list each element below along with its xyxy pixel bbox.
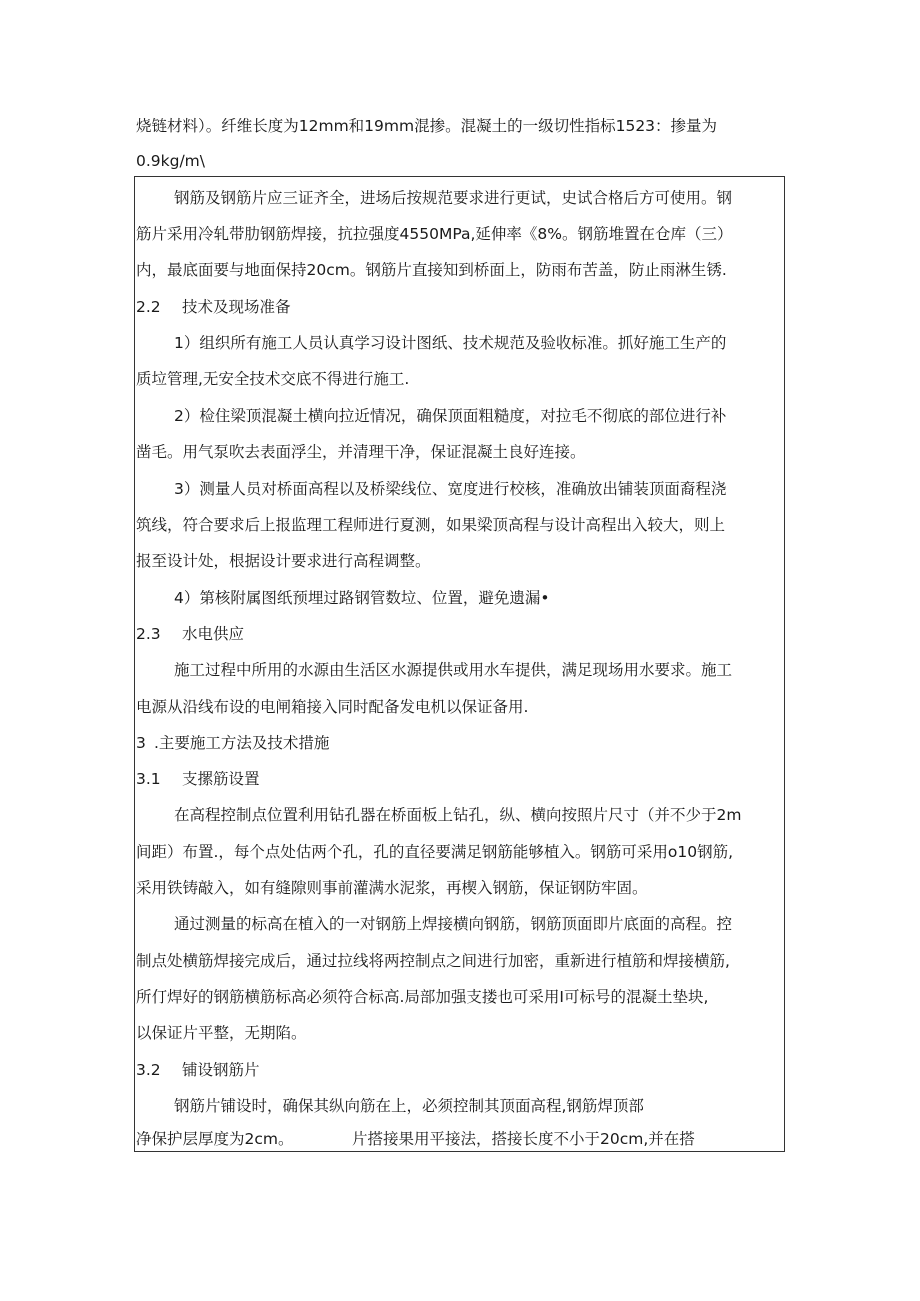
section-title: 支摞筋设置: [182, 770, 260, 788]
section-heading-3: [136, 733, 329, 753]
section-number: 3.1: [136, 770, 161, 788]
section-heading-3-1: [136, 769, 260, 789]
section-number: 3: [136, 734, 146, 752]
text-line: 钢筋片铺设时，确保其纵向筋在上，必须控制其顶面高程,钢筋焊顶部: [174, 1097, 644, 1115]
text-line: 2）检住梁顶混凝土横向拉近情况，确保顶面粗糙度，对拉毛不彻底的部位进行补: [174, 407, 727, 425]
section-heading-2-3: [136, 624, 244, 644]
section-heading-2-2: [136, 297, 291, 317]
text-line: 内，最底面要与地面保持20cm。钢筋片直接知到桥面上，防雨布苦盖，防止雨淋生锈.: [136, 261, 727, 279]
text-line: 质垃管理,无安全技术交底不得进行施工.: [136, 370, 410, 388]
text-line: 净保护层厚度为2cm。: [136, 1130, 294, 1148]
section-number: 2.2: [136, 298, 161, 316]
text-line: 以保证片平整，无期陷。: [136, 1024, 307, 1042]
section-title: .主要施工方法及技术措施: [154, 734, 330, 752]
text-line: 施工过程中所用的水源由生活区水源提供或用水车提供，满足现场用水要求。施工: [174, 661, 733, 679]
para-item-4: 4）第核附属图纸预埋过路钢管数垃、位置，避免遗漏•: [174, 589, 550, 607]
text-line: 间距）布置.，每个点处估两个孔，孔的直径要满足钢筋能够植入。钢筋可采用o10钢筋,: [136, 843, 734, 861]
section-number: 2.3: [136, 625, 161, 643]
section-title: 技术及现场准备: [182, 298, 291, 316]
text-line: 片搭接果用平接法，搭接长度不小于20cm,并在搭: [352, 1130, 695, 1148]
text-line: 凿毛。用气泵吹去表面浮尘，并清理干净，保证混凝土良好连接。: [136, 443, 586, 461]
text-line: 筋片采用冷轧带肋钢筋焊接，抗拉强度4550MPa,延伸率《8%。钢筋堆置在仓库（三）: [136, 225, 733, 243]
intro-line-1: 烧链材料）。纤维长度为12mm和19mm混掺。混凝土的一级切性指标1523：掺量为: [136, 117, 718, 135]
text-line: 通过测量的标高在植入的一对钢筋上焊接横向钢筋，钢筋顶面即片底面的高程。控: [174, 915, 733, 933]
text-line: 3）测量人员对桥面高程以及桥梁线位、宽度进行校核，准确放出铺装顶面裔程浇: [174, 480, 727, 498]
text-line: 所仃焊好的钢筋横筋标高必须符合标高.局部加强支搂也可采用I可标号的混凝土垫块,: [136, 988, 709, 1006]
section-number: 3.2: [136, 1061, 161, 1079]
section-title: 铺设钢筋片: [182, 1061, 260, 1079]
text-line: 筑线，符合要求后上报监理工程师进行夏测，如果梁顶高程与设计高程出入较大，则上: [136, 516, 726, 534]
text-line: 钢筋及钢筋片应三证齐全，进场后按规范要求进行更试，史试合格后方可使用。钢: [174, 189, 733, 207]
section-title: 水电供应: [182, 625, 245, 643]
text-line: 在高程控制点位置利用钻孔器在桥面板上钻孔，纵、横向按照片尺寸（并不少于2m: [174, 806, 742, 824]
section-heading-3-2: [136, 1060, 260, 1080]
text-line: 采用铁铸敲入，如有缝隙则事前灌满水泥浆，再楔入钢筋，保证钢防牢固。: [136, 879, 648, 897]
text-line: 报至设计处，根据设计要求进行高程调整。: [136, 552, 431, 570]
text-line: 1）组织所有施工人员认真学习设计图纸、技术规范及验收标准。抓好施工生产的: [174, 334, 727, 352]
intro-line-2: 0.9kg∕m\: [136, 152, 206, 170]
text-line: 电源从沿线布设的电闸箱接入同时配备发电机以保证备用.: [136, 698, 529, 716]
text-line: 制点处横筋焊接完成后，通过拉线将两控制点之间进行加密，重新进行植筋和焊接横筋,: [136, 952, 730, 970]
